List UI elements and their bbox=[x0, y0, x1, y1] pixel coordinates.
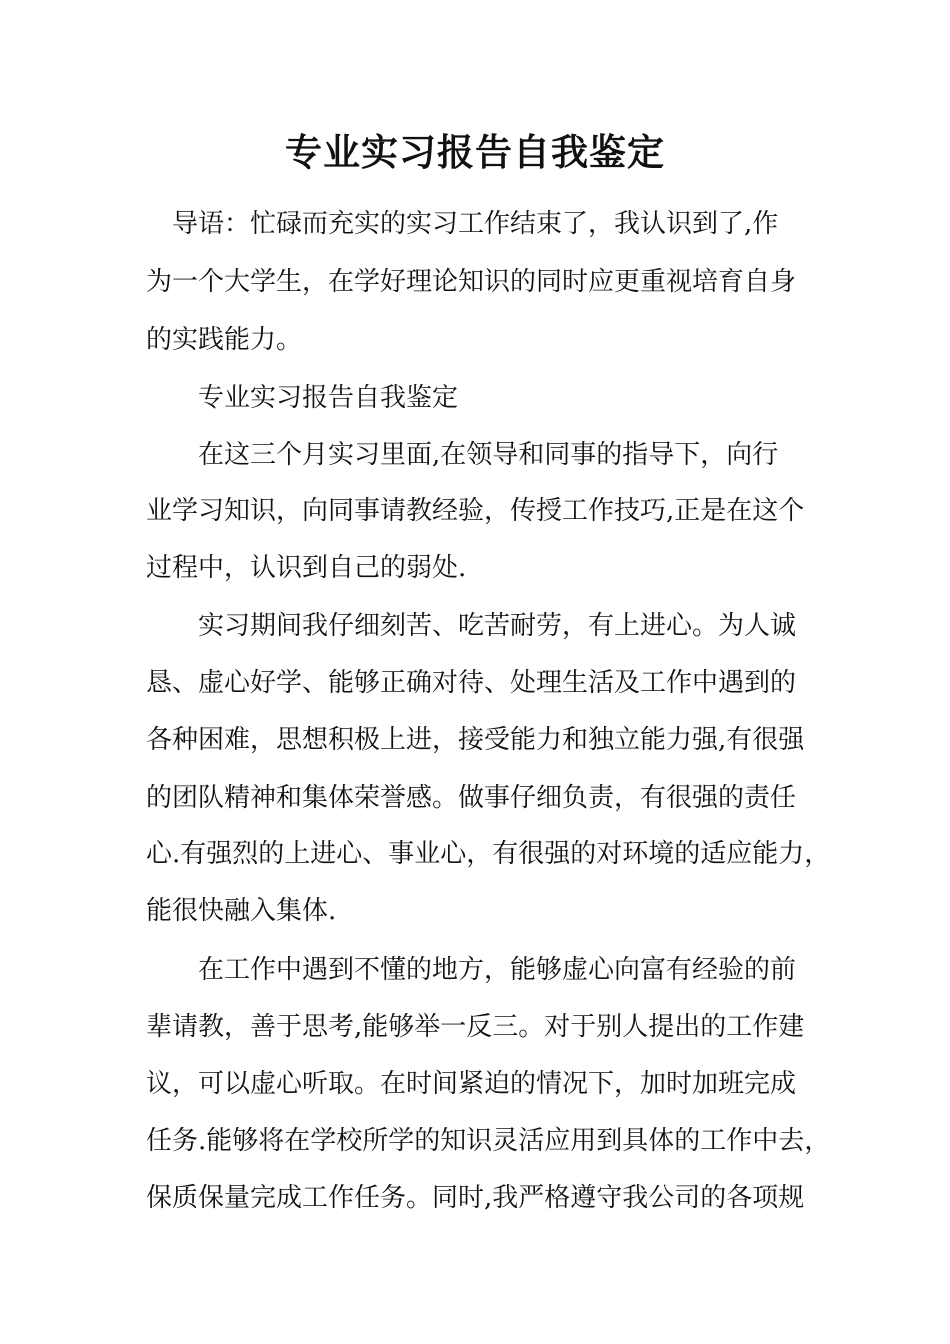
text-line: 能很快融入集体. bbox=[146, 896, 337, 926]
text-line: 辈请教，善于思考,能够举一反三。对于别人提出的工作建 bbox=[146, 1012, 805, 1042]
text-line: 专业实习报告自我鉴定 bbox=[146, 383, 459, 413]
text-line: 保质保量完成工作任务。同时,我严格遵守我公司的各项规 bbox=[146, 1183, 805, 1213]
text-line: 实习期间我仔细刻苦、吃苦耐劳，有上进心。为人诚 bbox=[146, 611, 797, 641]
text-line: 各种困难，思想积极上进，接受能力和独立能力强,有很强 bbox=[146, 725, 805, 755]
text-line: 心.有强烈的上进心、事业心，有很强的对环境的适应能力， bbox=[146, 839, 831, 869]
text-line: 的团队精神和集体荣誉感。做事仔细负责，有很强的责任 bbox=[146, 783, 797, 813]
text-line: 在这三个月实习里面,在领导和同事的指导下，向行 bbox=[146, 440, 779, 470]
text-line: 业学习知识，向同事请教经验，传授工作技巧,正是在这个 bbox=[146, 496, 805, 526]
text-line: 议，可以虚心听取。在时间紧迫的情况下，加时加班完成 bbox=[146, 1069, 797, 1099]
text-line: 过程中，认识到自己的弱处. bbox=[146, 553, 467, 583]
text-line: 为一个大学生，在学好理论知识的同时应更重视培育自身 bbox=[146, 267, 797, 297]
text-line: 在工作中遇到不懂的地方，能够虚心向富有经验的前 bbox=[146, 955, 797, 985]
text-line: 的实践能力。 bbox=[146, 325, 303, 355]
text-line: 恳、虚心好学、能够正确对待、处理生活及工作中遇到的 bbox=[146, 668, 797, 698]
document-title: 专业实习报告自我鉴定 bbox=[285, 130, 665, 174]
text-line: 导语：忙碌而充实的实习工作结束了，我认识到了,作 bbox=[146, 209, 779, 239]
text-line: 任务.能够将在学校所学的知识灵活应用到具体的工作中去， bbox=[146, 1126, 831, 1156]
